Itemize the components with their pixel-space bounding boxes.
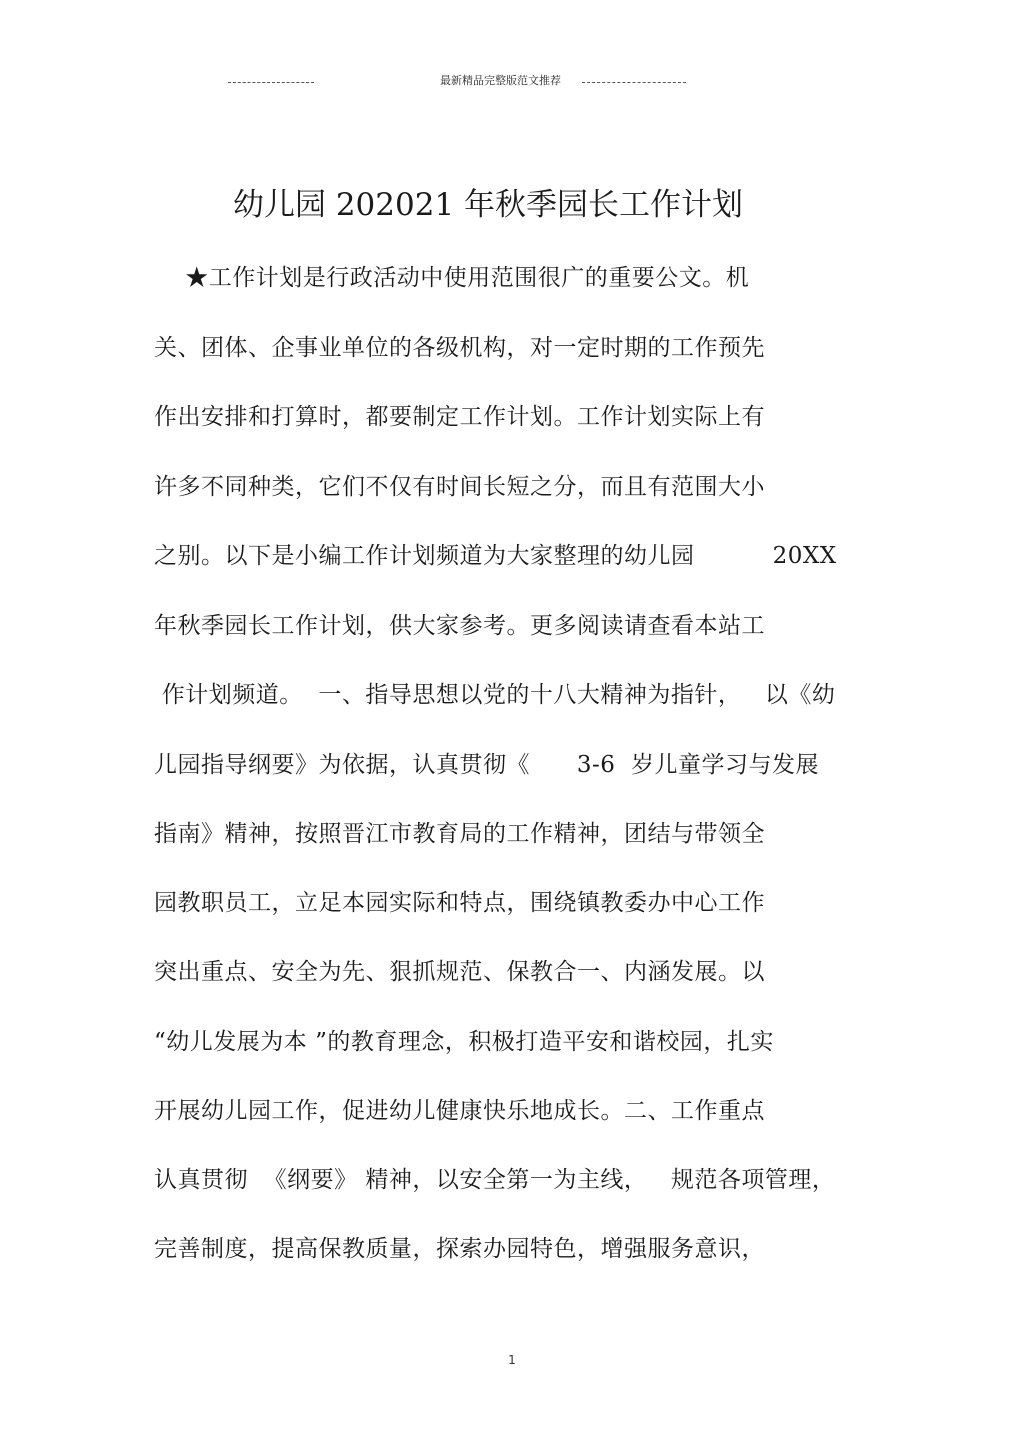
page-header: [0, 72, 1024, 92]
body-line: 指南》精神，按照晋江市教育局的工作精神，团结与带领全: [154, 821, 765, 847]
body-line: 关、团体、企事业单位的各级机构，对一定时期的工作预先: [154, 335, 765, 361]
body-line: 之别。以下是小编工作计划频道为大家整理的幼儿园 20XX: [154, 543, 837, 569]
body-line: 突出重点、安全为先、狠抓规范、保教合一、内涵发展。以: [154, 959, 765, 985]
header-text: 最新精品完整版范文推荐: [440, 74, 561, 87]
body-line: 年秋季园长工作计划，供大家参考。更多阅读请查看本站工: [154, 613, 765, 639]
body-line: “幼儿发展为本 ”的教育理念，积极打造平安和谐校园，扎实: [154, 1029, 774, 1055]
document-title: 幼儿园 202021 年秋季园长工作计划: [232, 187, 744, 223]
body-line: 完善制度，提高保教质量，探索办园特色，增强服务意识，: [154, 1236, 765, 1262]
page-number: 1: [508, 1353, 516, 1367]
header-rule-left: [228, 82, 314, 83]
body-line: 作出安排和打算时，都要制定工作计划。工作计划实际上有: [154, 404, 765, 430]
body-line: ★工作计划是行政活动中使用范围很广的重要公文。机: [154, 265, 750, 291]
body-line: 认真贯彻 《纲要》 精神，以安全第一为主线， 规范各项管理，: [154, 1167, 836, 1193]
body-line: 作计划频道。 一、指导思想以党的十八大精神为指针， 以《幼: [154, 682, 836, 708]
body-line: 许多不同种类，它们不仅有时间长短之分，而且有范围大小: [154, 474, 765, 500]
header-rule-right: [582, 82, 686, 83]
body-line: 开展幼儿园工作，促进幼儿健康快乐地成长。二、工作重点: [154, 1098, 765, 1124]
body-line: 园教职员工，立足本园实际和特点，围绕镇教委办中心工作: [154, 890, 765, 916]
body-line: 儿园指导纲要》为依据，认真贯彻《 3-6 岁儿童学习与发展: [154, 752, 820, 778]
